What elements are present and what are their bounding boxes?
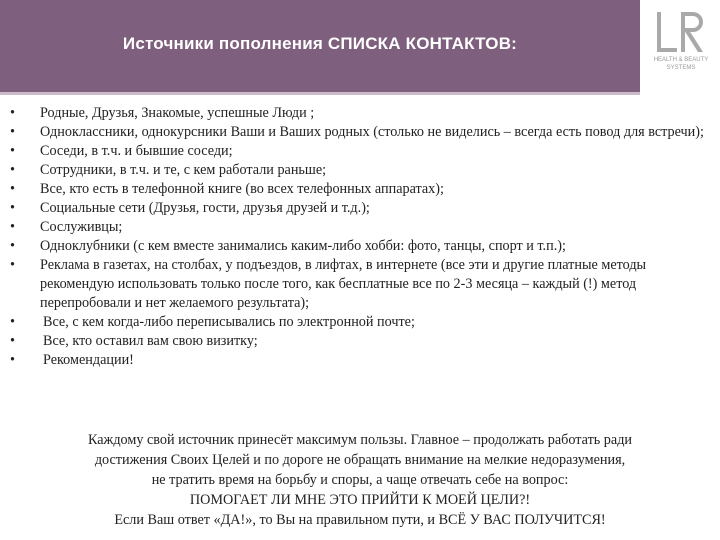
list-item <box>10 256 716 313</box>
closing-line-5: Если Ваш ответ «ДА!», то Вы на правильном пути, и ВСЁ У ВАС ПОЛУЧИТСЯ! <box>114 512 606 528</box>
list-item <box>10 332 716 351</box>
closing-line-1: Каждому свой источник принесёт максимум пользы. Главное – продолжать работать ради <box>87 432 633 448</box>
list-item-text: Родные, Друзья, Знакомые, успешные Люди ; <box>40 105 315 121</box>
list-item-text: Сотрудники, в т.ч. и те, с кем работали раньше; <box>40 162 327 178</box>
list-item-text: Все, кто есть в телефонной книге (во всех телефонных аппаратах); <box>40 181 444 197</box>
list-item <box>10 104 716 123</box>
contact-sources-list <box>10 104 716 370</box>
logo-caption-line2: SYSTEMS <box>666 65 696 71</box>
list-item-text: Реклама в газетах, на столбах, у подъездов, в лифтах, в интернете (все эти и другие платные методы рекомендую использовать только после того, как бесплатные все по 2-3 месяца – каждый (!) метод перепробовали и нет желаемого результата); <box>40 257 647 311</box>
logo-caption-line1: HEALTH & BEAUTY <box>653 57 709 63</box>
header-divider <box>0 92 640 95</box>
closing-line-3: не тратить время на борьбу и споры, а чаще отвечать себе на вопрос: <box>151 472 569 488</box>
bullet-icon: • <box>10 333 15 349</box>
logo-caption <box>648 56 714 72</box>
list-item <box>10 180 716 199</box>
closing-question: ПОМОГАЕТ ЛИ МНЕ ЭТО ПРИЙТИ К МОЕЙ ЦЕЛИ?! <box>189 492 531 508</box>
list-item <box>10 237 716 256</box>
list-item-text: Соседи, в т.ч. и бывшие соседи; <box>40 143 233 159</box>
page-title: Источники пополнения СПИСКА КОНТАКТОВ: <box>122 34 518 53</box>
list-item <box>10 199 716 218</box>
list-item-text: Рекомендации! <box>43 352 134 368</box>
list-item <box>10 313 716 332</box>
bullet-icon: • <box>10 162 15 178</box>
closing-line-2: достижения Своих Целей и по дороге не обращать внимание на мелкие недоразумения, <box>94 452 626 468</box>
list-item <box>10 161 716 180</box>
list-item-text: Все, с кем когда-либо переписывались по электронной почте; <box>43 314 415 330</box>
list-item-text: Сослуживцы; <box>40 219 123 235</box>
closing-paragraph <box>6 430 714 530</box>
bullet-icon: • <box>10 314 15 330</box>
bullet-icon: • <box>10 200 15 216</box>
bullet-icon: • <box>10 181 15 197</box>
bullet-icon: • <box>10 352 15 368</box>
list-item <box>10 351 716 370</box>
list-item-text: Все, кто оставил вам свою визитку; <box>43 333 258 349</box>
list-item <box>10 142 716 161</box>
list-item-text: Одноклубники (с кем вместе занимались каким-либо хобби: фото, танцы, спорт и т.п.); <box>40 238 566 254</box>
bullet-icon: • <box>10 238 15 254</box>
list-item <box>10 218 716 237</box>
bullet-icon: • <box>10 257 15 273</box>
bullet-icon: • <box>10 124 15 140</box>
list-item <box>10 123 716 142</box>
bullet-icon: • <box>10 105 15 121</box>
bullet-icon: • <box>10 219 15 235</box>
lr-logo-icon <box>648 6 714 88</box>
list-item-text: Социальные сети (Друзья, гости, друзья друзей и т.д.); <box>40 200 370 216</box>
bullet-icon: • <box>10 143 15 159</box>
list-item-text: Одноклассники, однокурсники Ваши и Ваших родных (столько не виделись – всегда есть повод для встречи); <box>40 124 704 140</box>
